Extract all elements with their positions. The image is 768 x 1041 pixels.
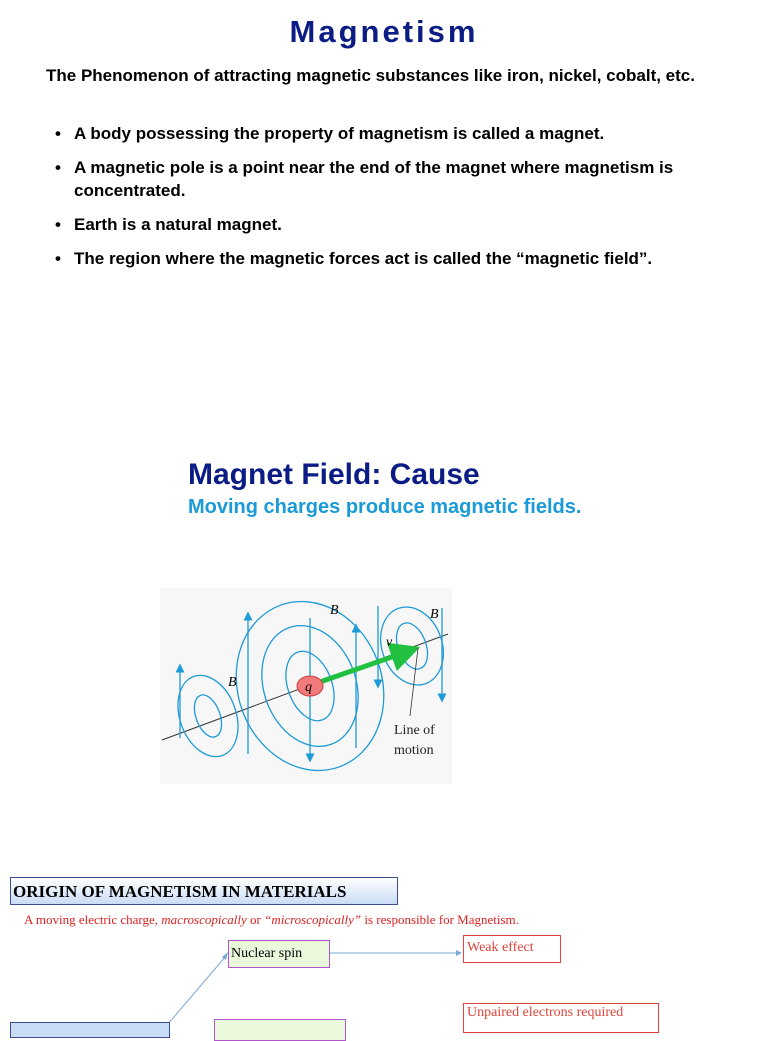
list-item — [52, 122, 742, 145]
origin-description: A moving electric charge, macroscopically or “microscopically” is responsible for Magnetism. — [24, 912, 519, 927]
list-item-text: Earth is a natural magnet. — [74, 215, 282, 234]
bullet-icon: • — [55, 158, 61, 177]
line-of-motion-label-2: motion — [394, 743, 434, 758]
section-subheading-cause: Moving charges produce magnetic fields. — [188, 496, 582, 518]
nuclear-spin-box: Nuclear spin — [228, 940, 330, 968]
bullet-icon: • — [55, 215, 61, 234]
weak-effect-box: Weak effect — [463, 935, 561, 963]
intro-text: The Phenomenon of attracting magnetic substances like iron, nickel, cobalt, etc. — [46, 66, 695, 85]
magnetic-field-diagram — [160, 588, 452, 784]
velocity-arrow — [320, 652, 406, 682]
line-of-motion-label-1: Line of — [394, 723, 435, 738]
charge-label: q — [305, 680, 312, 695]
section-heading-cause: Magnet Field: Cause — [188, 458, 480, 491]
b-label-right: B — [430, 607, 439, 622]
bullet-list — [52, 122, 742, 281]
list-item — [52, 156, 742, 202]
unpaired-electrons-box: Unpaired electrons required — [463, 1003, 659, 1033]
b-label-middle: B — [330, 603, 339, 618]
v-label: v — [386, 635, 393, 650]
bullet-icon: • — [55, 249, 61, 268]
list-item-text: A magnetic pole is a point near the end of the magnet where magnetism is concentrated. — [74, 158, 674, 200]
b-label-left: B — [228, 675, 237, 690]
list-item-text: A body possessing the property of magnetism is called a magnet. — [74, 124, 605, 143]
list-item — [52, 247, 742, 270]
page-title: Magnetism — [289, 14, 479, 49]
source-box — [10, 1022, 170, 1038]
bullet-icon: • — [55, 124, 61, 143]
origin-heading: ORIGIN OF MAGNETISM IN MATERIALS — [10, 877, 398, 905]
list-item-text: The region where the magnetic forces act is called the “magnetic field”. — [74, 249, 653, 268]
list-item — [52, 213, 742, 236]
orbital-box — [214, 1019, 346, 1041]
